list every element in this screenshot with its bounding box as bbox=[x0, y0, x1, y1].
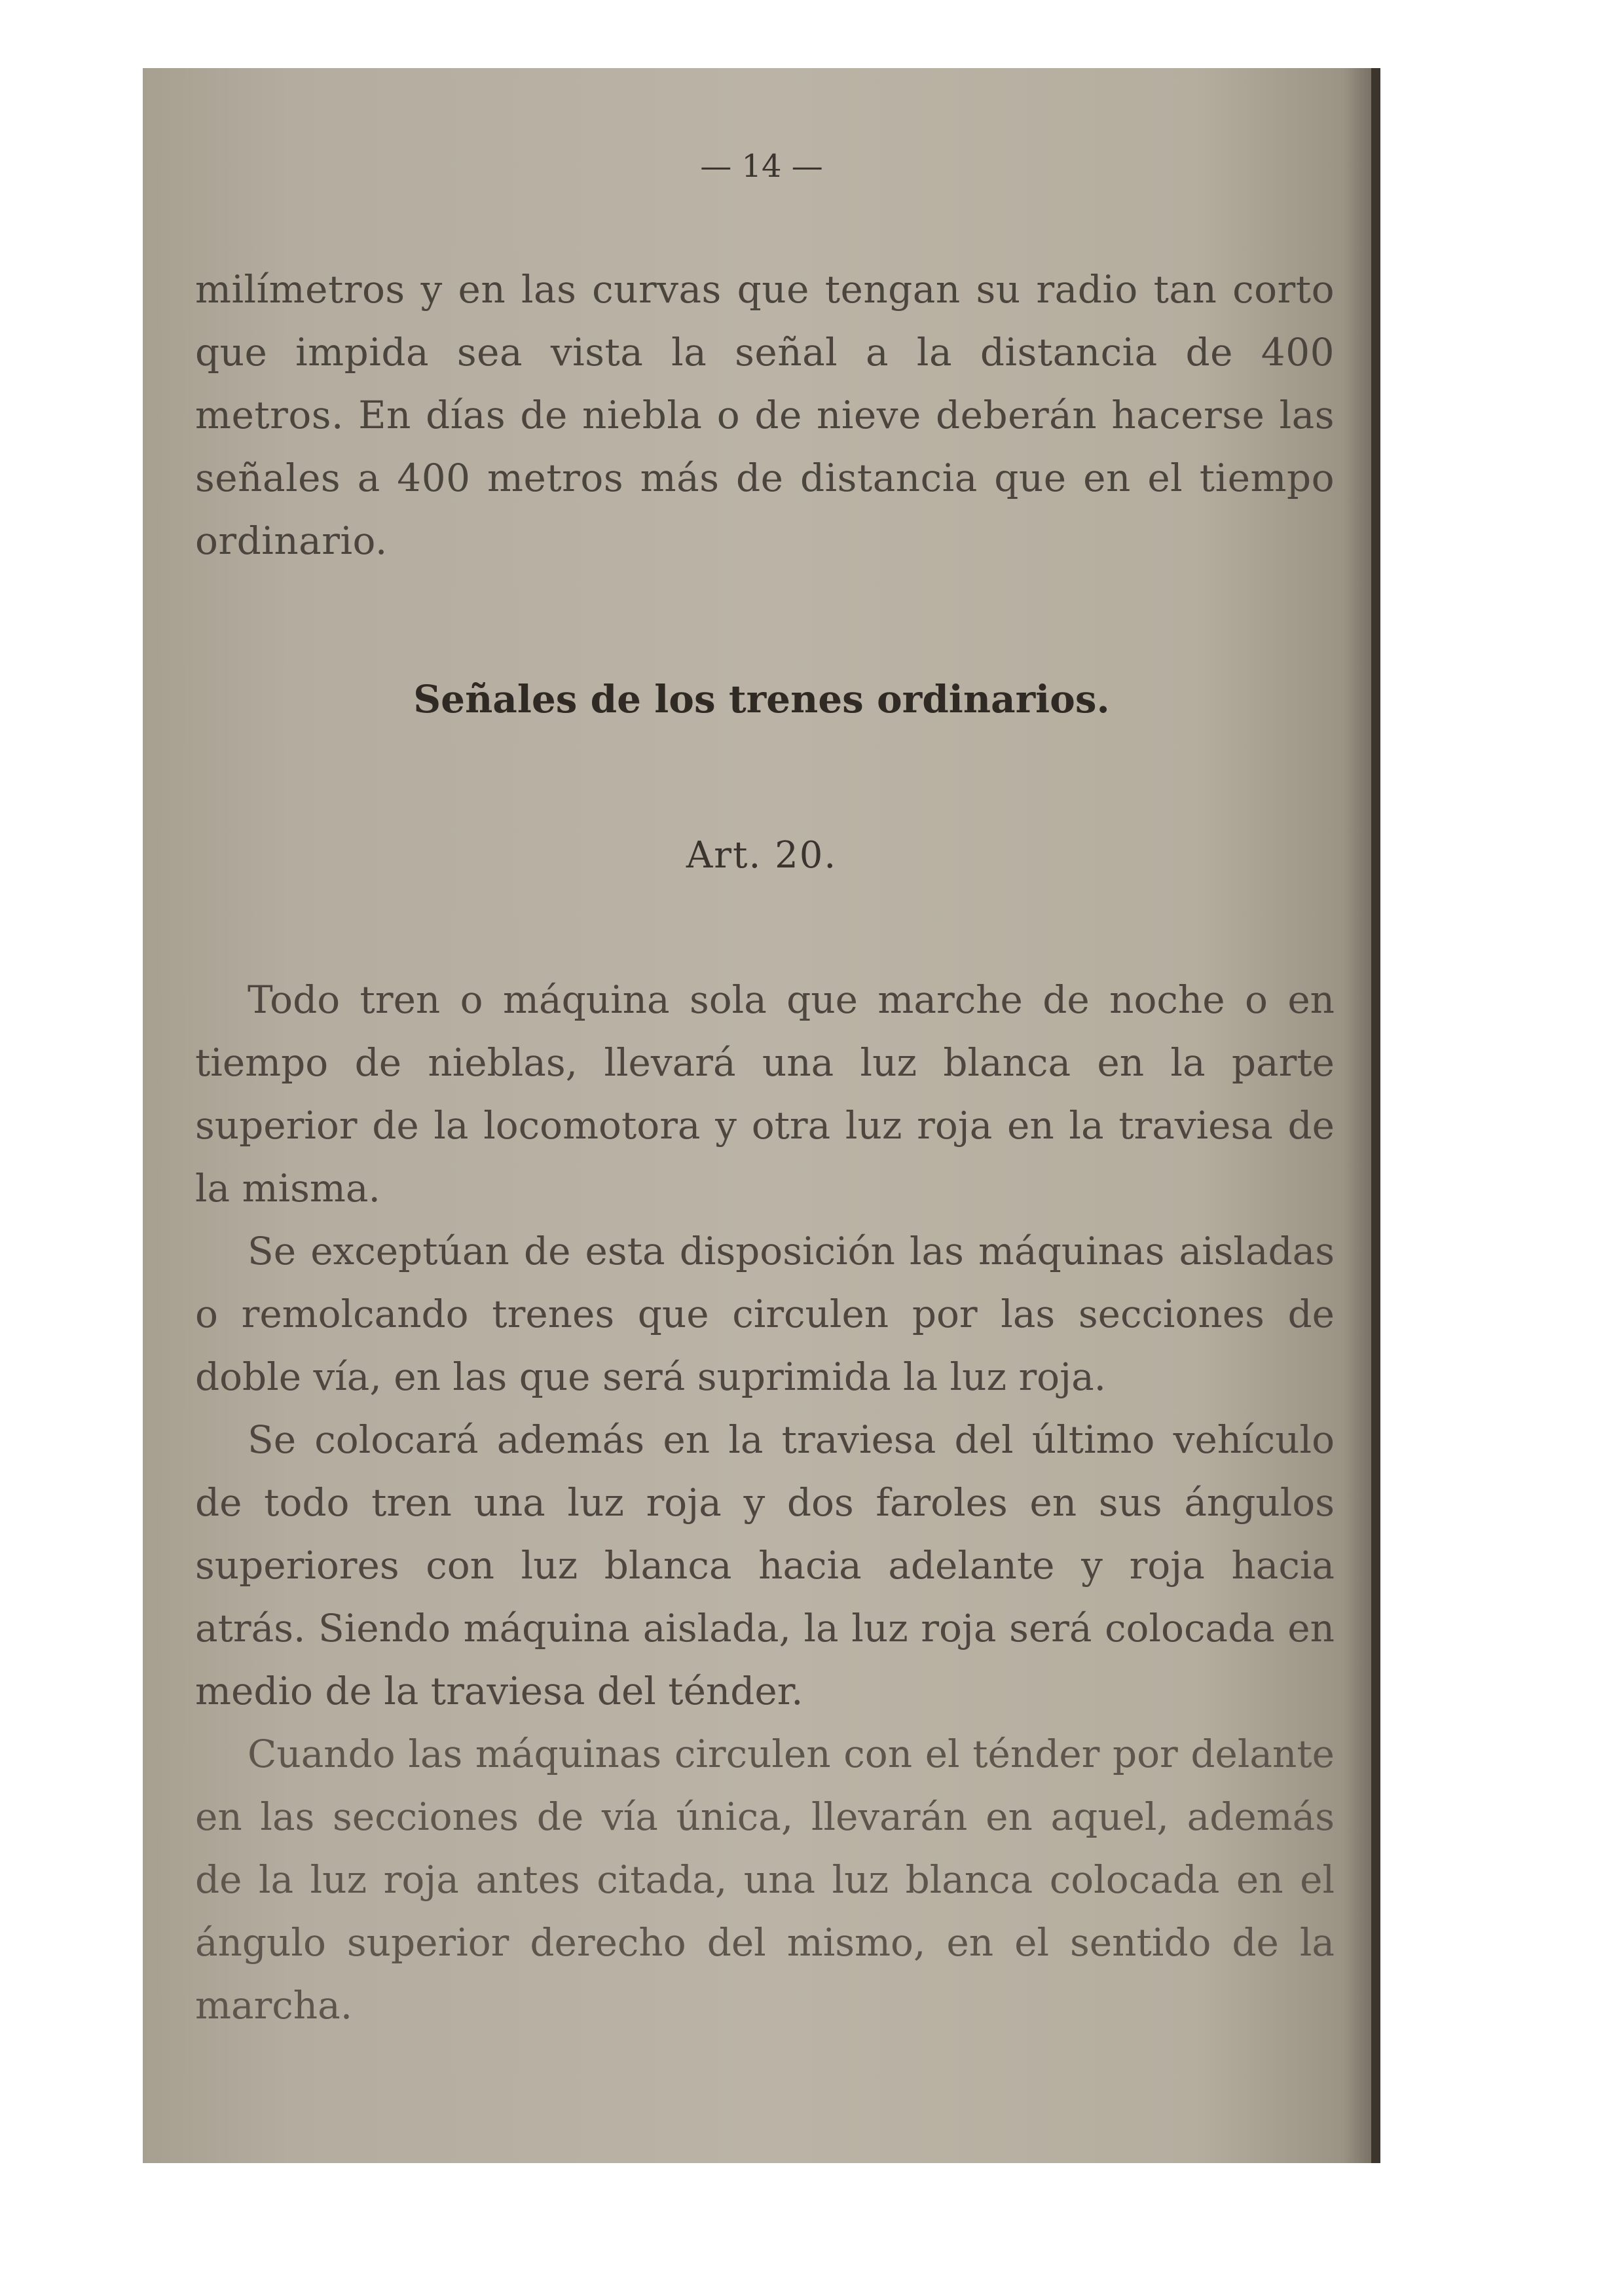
section-heading: Señales de los trenes ordinarios. bbox=[413, 677, 1110, 721]
opening-paragraph: milímetros y en las curvas que tengan su radio tan corto que impida sea vista la señal a la distancia de 400 metros. En días de niebla o de nieve deberán hacerse las señales a 400 metros más de distancia que en el tiempo ordinario. bbox=[195, 267, 1335, 563]
page-edge-shadow bbox=[1371, 68, 1380, 2163]
paragraph-3: Se colocará además en la traviesa del último vehículo de todo tren una luz roja y dos faroles en sus ángulos superiores con luz blanca hacia adelante y roja hacia atrás. Siendo máquina aislada, la luz roja será colocada en medio de la traviesa del ténder. bbox=[195, 1417, 1335, 1713]
page-number: — 14 — bbox=[700, 148, 823, 185]
paragraph-1: Todo tren o máquina sola que marche de noche o en tiempo de nieblas, llevará una luz blanca en la parte superior de la locomotora y otra luz roja en la traviesa de la misma. bbox=[195, 977, 1335, 1211]
scanned-page bbox=[143, 68, 1380, 2163]
paragraph-2: Se exceptúan de esta disposición las máquinas aisladas o remolcando trenes que circulen por las secciones de doble vía, en las que será suprimida la luz roja. bbox=[195, 1229, 1335, 1399]
article-body bbox=[195, 968, 1335, 2037]
article-label: Art. 20. bbox=[686, 834, 838, 877]
paragraph-4: Cuando las máquinas circulen con el ténder por delante en las secciones de vía única, llevarán en aquel, además de la luz roja antes citada, una luz blanca colocada en el ángulo superior derecho del mismo, en el sentido de la marcha. bbox=[195, 1732, 1335, 2028]
